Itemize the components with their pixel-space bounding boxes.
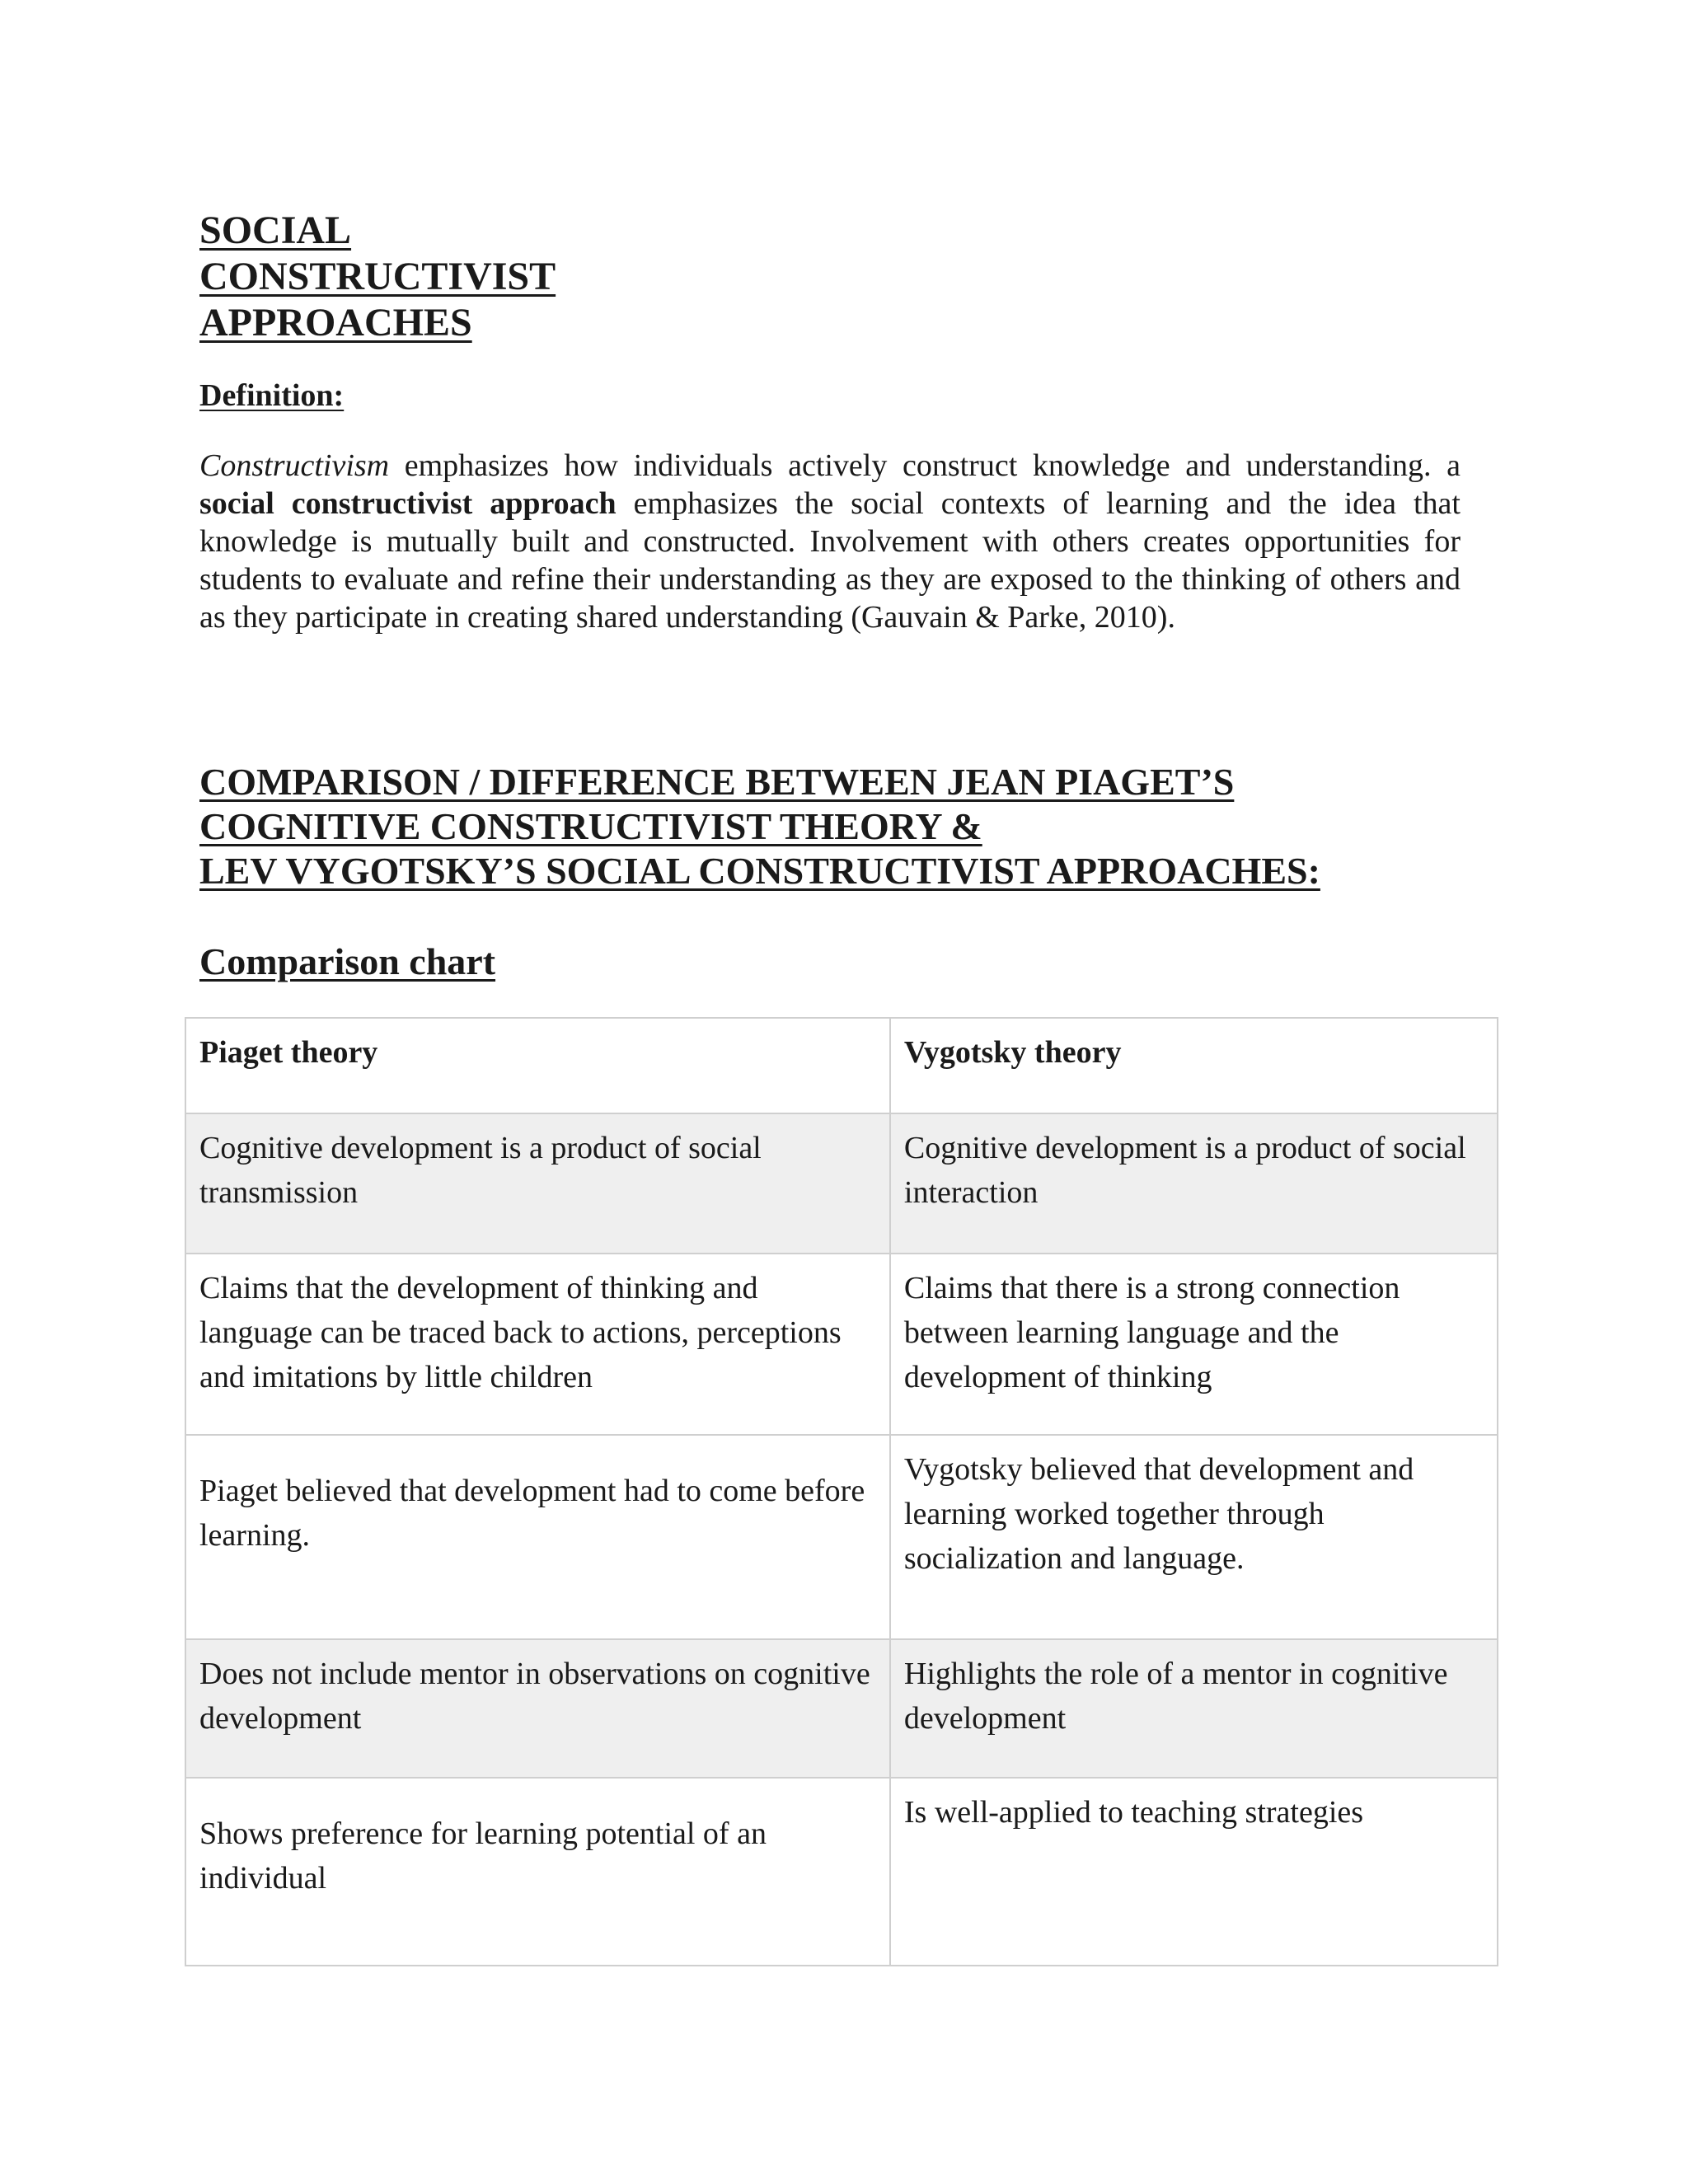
definition-text: emphasizes how individuals actively construct knowledge and understanding. a	[389, 448, 1461, 483]
table-row	[185, 1778, 1498, 1966]
vygotsky-cell: Vygotsky believed that development and learning worked together through socialization and language.	[890, 1435, 1498, 1639]
definition-label: Definition:	[199, 378, 345, 413]
definition-paragraph	[199, 447, 1461, 636]
table-row	[185, 1639, 1498, 1778]
table-row	[185, 1113, 1498, 1254]
table-row	[185, 1254, 1498, 1435]
comparison-heading-line: COMPARISON / DIFFERENCE BETWEEN JEAN PIAGET’S	[199, 761, 1235, 803]
column-header-vygotsky: Vygotsky theory	[890, 1018, 1498, 1113]
vygotsky-cell: Is well-applied to teaching strategies	[890, 1778, 1498, 1966]
comparison-heading-line: COGNITIVE CONSTRUCTIVIST THEORY &	[199, 805, 982, 847]
definition-bold-phrase: social constructivist approach	[199, 486, 617, 521]
piaget-cell: Shows preference for learning potential of an individual	[185, 1778, 890, 1966]
title-line: SOCIAL	[199, 209, 352, 252]
table-row	[185, 1435, 1498, 1639]
title-line: APPROACHES	[199, 301, 472, 344]
vygotsky-cell: Claims that there is a strong connection between learning language and the development of thinking	[890, 1254, 1498, 1435]
definition-term: Constructivism	[199, 448, 390, 483]
table-header-row	[185, 1018, 1498, 1113]
comparison-heading-line: LEV VYGOTSKY’S SOCIAL CONSTRUCTIVIST APPROACHES:	[199, 850, 1320, 892]
vygotsky-cell: Highlights the role of a mentor in cognitive development	[890, 1639, 1498, 1778]
piaget-cell: Cognitive development is a product of social transmission	[185, 1113, 890, 1254]
definition-text: emphasizes the social contexts of learning and the idea that knowledge is mutually built and constructed. Involvement with others creates opportunities for students to evaluate and refine their understanding as they are exposed to the thinking of others and as they participate in creating shared understanding (Gauvain & Parke, 2010).	[199, 486, 1461, 635]
comparison-table	[185, 1017, 1498, 1966]
document-title	[199, 208, 556, 346]
comparison-chart-heading: Comparison chart	[199, 940, 496, 982]
vygotsky-cell: Cognitive development is a product of social interaction	[890, 1113, 1498, 1254]
piaget-cell: Piaget believed that development had to come before learning.	[185, 1435, 890, 1639]
piaget-cell: Claims that the development of thinking and language can be traced back to actions, perceptions and imitations by little children	[185, 1254, 890, 1435]
piaget-cell: Does not include mentor in observations on cognitive development	[185, 1639, 890, 1778]
comparison-heading	[199, 760, 1320, 893]
title-line: CONSTRUCTIVIST	[199, 255, 556, 298]
column-header-piaget: Piaget theory	[185, 1018, 890, 1113]
